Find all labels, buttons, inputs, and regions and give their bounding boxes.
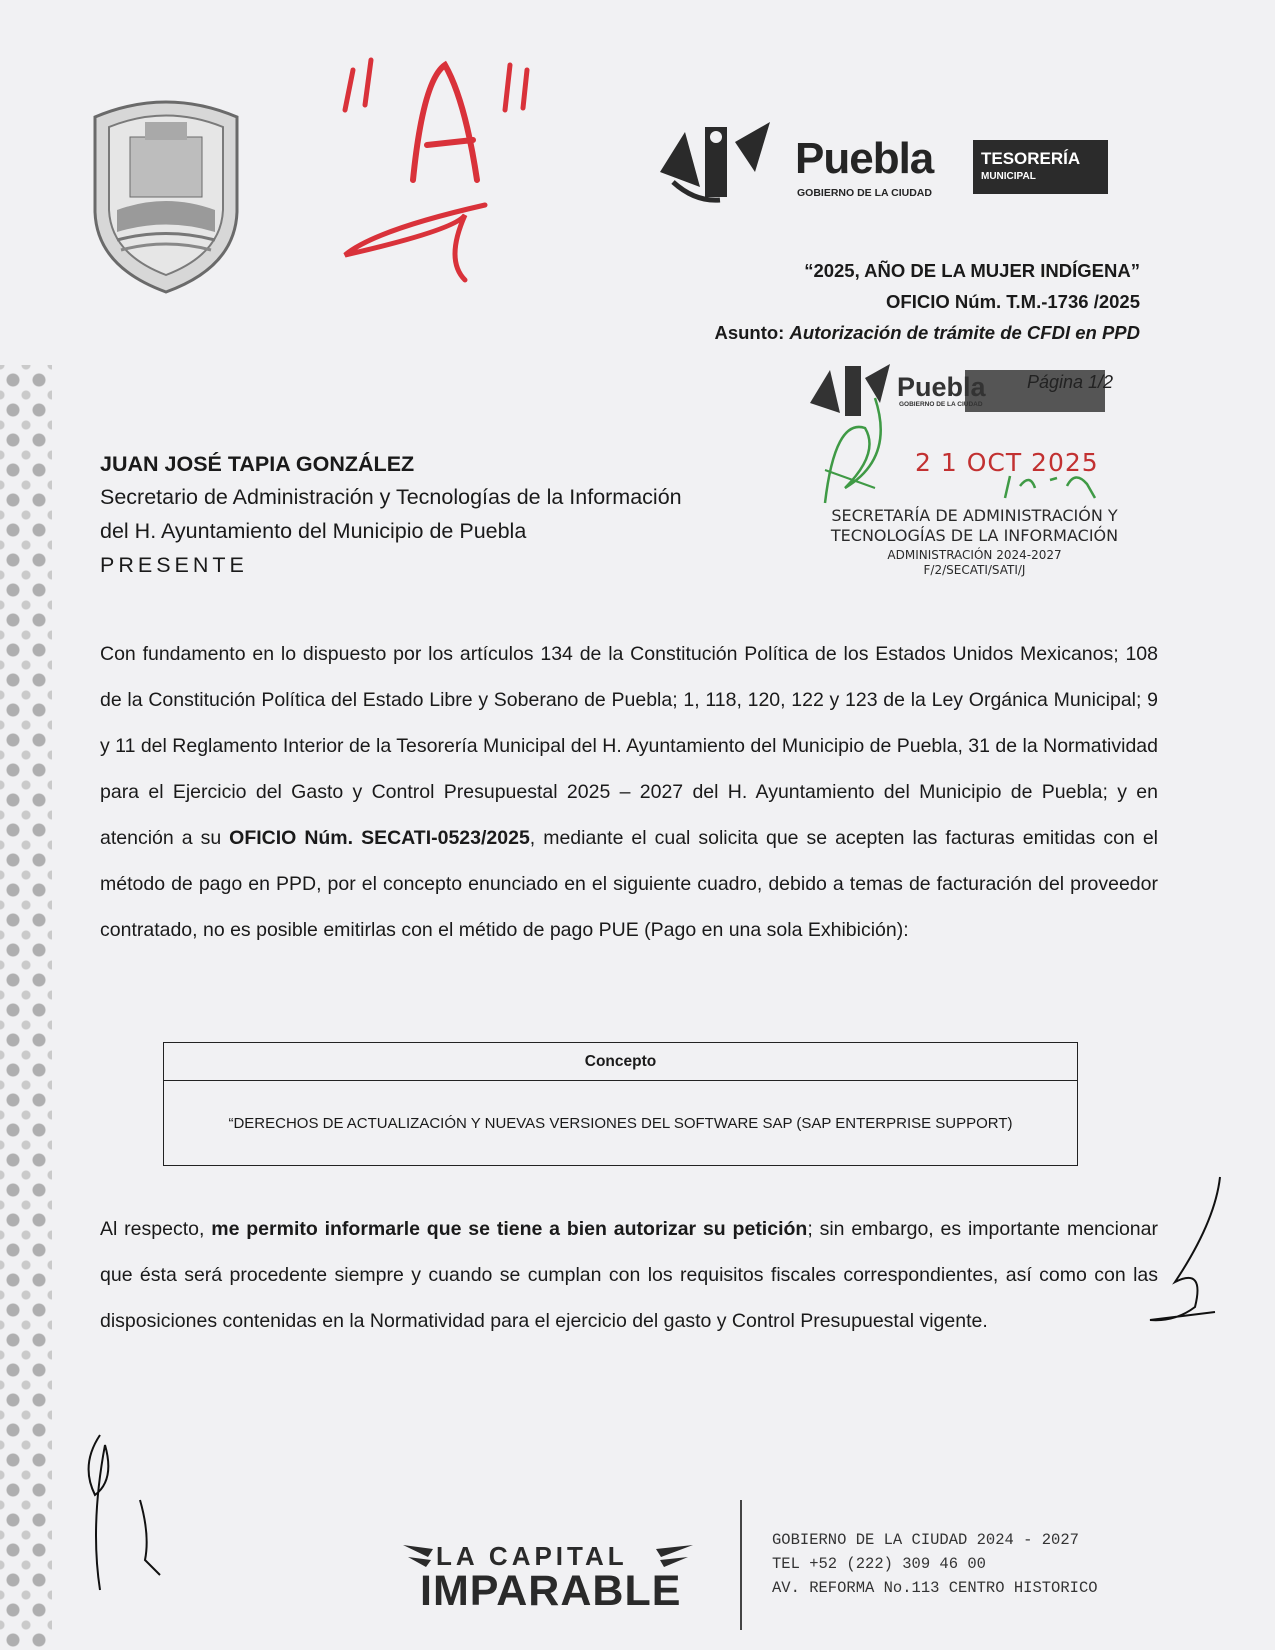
- body-paragraph-1: [100, 631, 1158, 953]
- p1-text: Con fundamento en lo dispuesto por los artículos 134 de la Constitución Política de los Estados Unidos Mexicanos; 108 de la Constitución Política del Estado Libre y Soberano de Puebla; 1, 118, 120, 122 y 123 de la Ley Orgánica Municipal; 9 y 11 del Reglamento Interior de la Tesorería Municipal del H. Ayuntamiento del Municipio de Puebla, 31 de la Normatividad para el Ejercicio del Gasto y Control Presupuestal 2025 – 2027 del H. Ayuntamiento del Municipio de Puebla; y en atención a su: [100, 643, 1158, 849]
- p2-text: Al respecto,: [100, 1218, 212, 1240]
- addressee-title-2: del H. Ayuntamiento del Municipio de Puebla: [100, 519, 527, 543]
- p1-text-end: , mediante el cual solicita que se acepten las facturas emitidas con el método de pago en PPD, por el concepto enunciado en el siguiente cuadro, debido a temas de facturación del proveedor contratado, no es posible emitirlas con el métido de pago PUE (Pago en una sola Exhibición):: [100, 827, 1158, 941]
- table-header: Concepto: [164, 1043, 1077, 1081]
- p2-text-end: ; sin embargo, es importante mencionar que ésta será procedente siempre y cuando se cumplan con los requisitos fiscales correspondientes, así como con las disposiciones contenidas en la Normatividad para el ejercicio del gasto y Control Presupuestal vigente.: [100, 1218, 1158, 1332]
- addressee-name: JUAN JOSÉ TAPIA GONZÁLEZ: [100, 452, 415, 476]
- puebla-tesoreria-logo: [655, 112, 1115, 217]
- asunto-label: Asunto:: [714, 322, 785, 343]
- footer-contact: [772, 1528, 1102, 1600]
- page-number: Página 1/2: [1027, 372, 1114, 392]
- footer-divider: [740, 1500, 742, 1630]
- decorative-border: [0, 365, 52, 1650]
- oficio-number: OFICIO Núm. T.M.-1736 /2025: [886, 291, 1140, 312]
- signature-left: [70, 1425, 190, 1595]
- green-handwritten-initials: [805, 358, 1150, 593]
- footer-logo-line-2: IMPARABLE: [420, 1567, 682, 1615]
- stamp-line-2: TECNOLOGÍAS DE LA INFORMACIÓN: [830, 526, 1119, 545]
- year-slogan: “2025, AÑO DE LA MUJER INDÍGENA”: [804, 260, 1140, 281]
- stamp-logo-subtitle: GOBIERNO DE LA CIUDAD: [899, 401, 983, 408]
- stamp-date: 2 1 OCT 2025: [915, 448, 1099, 477]
- puebla-emblem-icon: [655, 112, 790, 207]
- footer-logo-line-1: LA CAPITAL: [436, 1541, 628, 1571]
- p1-oficio-reference: OFICIO Núm. SECATI-0523/2025: [229, 827, 530, 849]
- addressee-presente: PRESENTE: [100, 553, 248, 577]
- tesoreria-label: TESORERÍA: [981, 149, 1081, 168]
- footer-contact-address: AV. REFORMA No.113 CENTRO HISTORICO: [772, 1579, 1098, 1597]
- logo-city-name: Puebla: [795, 134, 934, 183]
- body-paragraph-2: [100, 1206, 1158, 1344]
- footer-contact-gov: GOBIERNO DE LA CIUDAD 2024 - 2027: [772, 1531, 1079, 1549]
- table-row: “DERECHOS DE ACTUALIZACIÓN Y NUEVAS VERSIONES DEL SOFTWARE SAP (SAP ENTERPRISE SUPPORT): [228, 1115, 1013, 1132]
- concept-table: [163, 1042, 1078, 1166]
- municipal-label: MUNICIPAL: [981, 171, 1036, 182]
- handwritten-red-mark: [335, 40, 560, 310]
- stamp-line-3: ADMINISTRACIÓN 2024-2027: [887, 548, 1062, 562]
- addressee-title-1: Secretario de Administración y Tecnologías de la Información: [100, 485, 682, 509]
- p2-authorization: me permito informarle que se tiene a bien autorizar su petición: [211, 1218, 808, 1240]
- tesoreria-badge: [973, 140, 1108, 194]
- stamp-logo-city: Puebla: [897, 372, 986, 402]
- asunto-line: [714, 322, 1140, 344]
- asunto-text: Autorización de trámite de CFDI en PPD: [789, 322, 1140, 343]
- municipal-seal: [85, 92, 247, 297]
- footer-contact-phone: TEL +52 (222) 309 46 00: [772, 1555, 986, 1573]
- stamp-line-1: SECRETARÍA DE ADMINISTRACIÓN Y: [831, 506, 1118, 525]
- signature-right: [1145, 1172, 1255, 1342]
- logo-subtitle: GOBIERNO DE LA CIUDAD: [797, 187, 932, 199]
- la-capital-imparable-logo: [398, 1535, 698, 1625]
- receipt-stamp: [805, 358, 1150, 593]
- stamp-line-4: F/2/SECATI/SATI/J: [923, 563, 1026, 577]
